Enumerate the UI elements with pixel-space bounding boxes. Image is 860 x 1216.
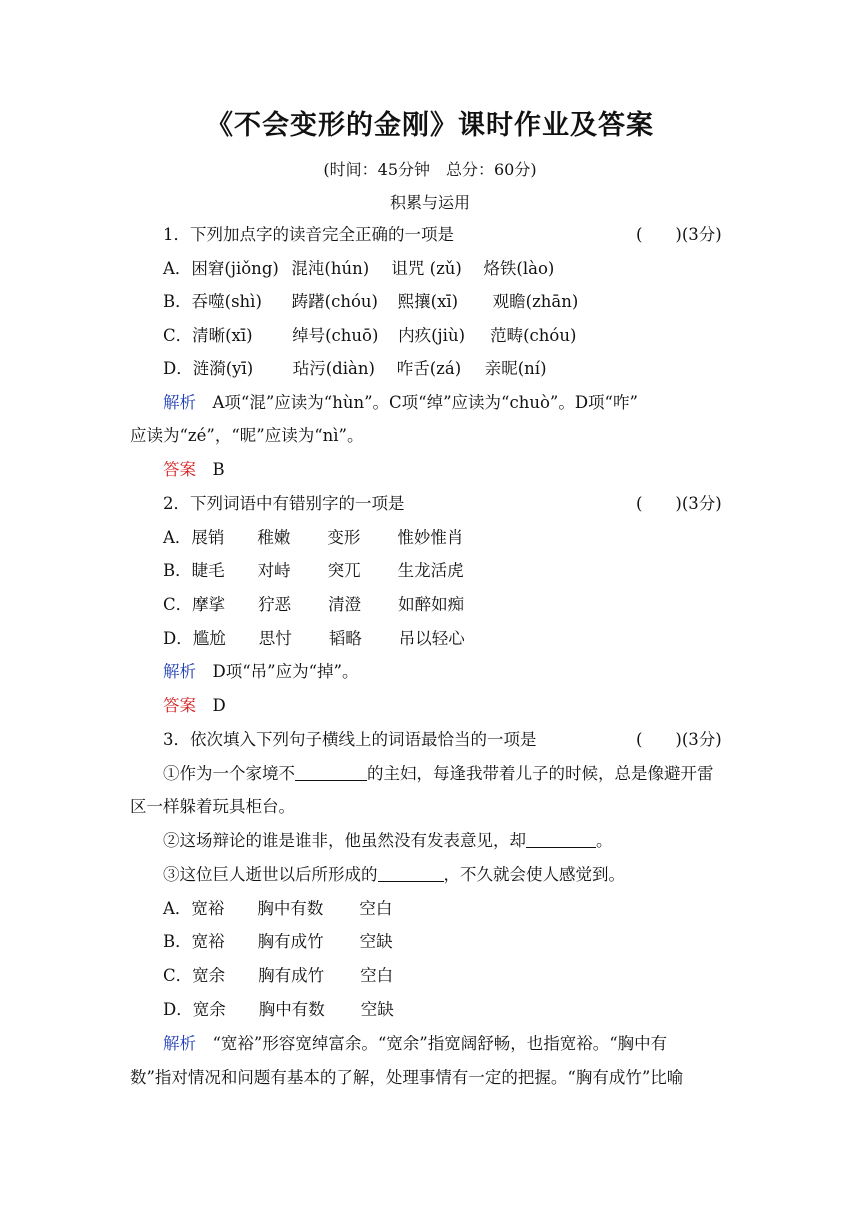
option-label: D．	[163, 1000, 193, 1019]
option-label: A．	[163, 259, 192, 278]
option-item: 内疚(jiù)	[398, 326, 466, 345]
option-item: 混沌(hún)	[291, 259, 370, 278]
q1-option-c	[163, 325, 576, 347]
option-item: 胸有成竹	[257, 932, 324, 951]
option-item: 如醉如痴	[398, 595, 465, 614]
option-item: 观瞻(zhān)	[492, 292, 579, 311]
option-item: 宽余	[192, 1000, 226, 1019]
q1-score: ( )(3分)	[636, 225, 722, 244]
option-item: 范畴(chóu)	[490, 326, 577, 345]
option-item: 狞恶	[258, 595, 292, 614]
option-item: 烙铁(lào)	[483, 259, 555, 278]
option-item: 空白	[360, 966, 394, 985]
answer-label: 答案	[163, 460, 196, 479]
time-info: (时间：45分钟 总分：60分)	[323, 160, 537, 179]
q1-analysis-cont: 应读为“zé”，“昵”应读为“nì”。	[130, 426, 364, 445]
q1-answer	[163, 459, 225, 481]
option-item: 摩挲	[192, 595, 226, 614]
q3-sentence-1-cont: 区一样躲着玩具柜台。	[130, 797, 295, 816]
q2-option-b	[163, 560, 464, 582]
q1-option-d	[163, 358, 547, 380]
analysis-label: 解析	[163, 1034, 196, 1053]
option-item: 吞噬(shì)	[191, 292, 262, 311]
option-label: B．	[163, 932, 192, 951]
option-label: C．	[163, 326, 193, 345]
answer-label: 答案	[163, 696, 196, 715]
q3-option-d	[163, 999, 394, 1021]
option-item: 清澄	[328, 595, 362, 614]
q3-analysis	[163, 1033, 667, 1055]
option-item: 韬略	[328, 629, 362, 648]
q1-option-a	[163, 258, 554, 280]
option-item: 亲昵(ní)	[484, 359, 547, 378]
option-item: 生龙活虎	[397, 561, 464, 580]
option-item: 稚嫩	[257, 528, 291, 547]
q1-option-b	[163, 291, 578, 313]
answer-value: B	[212, 460, 225, 479]
option-item: 展销	[191, 528, 225, 547]
option-label: D．	[163, 629, 193, 648]
option-label: C．	[163, 595, 193, 614]
option-item: 宽裕	[191, 899, 225, 918]
analysis-text: “宽裕”形容宽绰富余。“宽余”指宽阔舒畅，也指宽裕。“胸中有	[212, 1034, 668, 1053]
option-item: 胸有成竹	[258, 966, 325, 985]
q3-option-b	[163, 931, 393, 953]
option-label: C．	[163, 966, 193, 985]
option-item: 空缺	[360, 1000, 394, 1019]
option-item: 胸中有数	[257, 899, 324, 918]
q2-answer	[163, 695, 226, 717]
option-item: 对峙	[257, 561, 291, 580]
blank-line	[295, 765, 367, 781]
option-item: 惟妙惟肖	[397, 528, 464, 547]
option-item: 涟漪(yī)	[192, 359, 254, 378]
option-item: 绰号(chuō)	[292, 326, 379, 345]
answer-value: D	[212, 696, 226, 715]
q3-analysis-cont: 数”指对情况和问题有基本的了解，处理事情有一定的把握。“胸有成竹”比喻	[130, 1068, 684, 1087]
analysis-label: 解析	[163, 393, 196, 412]
option-label: B．	[163, 561, 192, 580]
blank-line	[378, 866, 444, 882]
option-item: 吊以轻心	[398, 629, 465, 648]
option-item: 宽余	[192, 966, 226, 985]
option-item: 变形	[327, 528, 361, 547]
option-label: B．	[163, 292, 192, 311]
section-heading: 积累与运用	[389, 193, 470, 212]
q3-option-c	[163, 965, 393, 987]
analysis-text: A项“混”应读为“hùn”。C项“绰”应读为“chuò”。D项“咋”	[212, 393, 638, 412]
page-title: 《不会变形的金刚》课时作业及答案	[206, 110, 654, 141]
q2-stem: 2．下列词语中有错别字的一项是	[163, 494, 405, 513]
option-label: A．	[163, 528, 192, 547]
option-item: 突兀	[327, 561, 361, 580]
q1-analysis	[163, 392, 638, 414]
option-item: 胸中有数	[258, 1000, 325, 1019]
option-item: 困窘(jiǒng)	[191, 259, 279, 278]
option-item: 思忖	[258, 629, 292, 648]
option-item: 空缺	[359, 932, 393, 951]
option-item: 玷污(diàn)	[292, 359, 375, 378]
option-item: 熙攘(xī)	[397, 292, 459, 311]
option-item: 踌躇(chóu)	[291, 292, 378, 311]
blank-line	[526, 832, 596, 848]
option-item: 咋舌(zá)	[396, 359, 462, 378]
q3-option-a	[163, 898, 392, 920]
option-item: 宽裕	[191, 932, 225, 951]
option-item: 尴尬	[192, 629, 226, 648]
option-item: 空白	[359, 899, 393, 918]
q1-stem: 1．下列加点字的读音完全正确的一项是	[163, 225, 454, 244]
q2-analysis	[163, 661, 358, 683]
option-label: A．	[163, 899, 192, 918]
q2-option-d	[163, 628, 465, 650]
q2-score: ( )(3分)	[636, 494, 722, 513]
q3-sentence-2: ②这场辩论的谁是谁非，他虽然没有发表意见，却 。	[163, 831, 613, 850]
q3-score: ( )(3分)	[636, 730, 722, 749]
option-item: 清晰(xī)	[192, 326, 253, 345]
q3-stem: 3．依次填入下列句子横线上的词语最恰当的一项是	[163, 730, 537, 749]
option-label: D．	[163, 359, 193, 378]
option-item: 睫毛	[191, 561, 225, 580]
q2-option-a	[163, 527, 463, 549]
analysis-label: 解析	[163, 662, 196, 681]
q3-sentence-1: ①作为一个家境不 的主妇，每逢我带着儿子的时候，总是像避开雷	[163, 764, 714, 783]
q3-sentence-3: ③这位巨人逝世以后所形成的 ，不久就会使人感觉到。	[163, 865, 625, 884]
option-item: 诅咒 (zǔ)	[391, 259, 462, 278]
q2-option-c	[163, 594, 464, 616]
analysis-text: D项“吊”应为“掉”。	[212, 662, 359, 681]
